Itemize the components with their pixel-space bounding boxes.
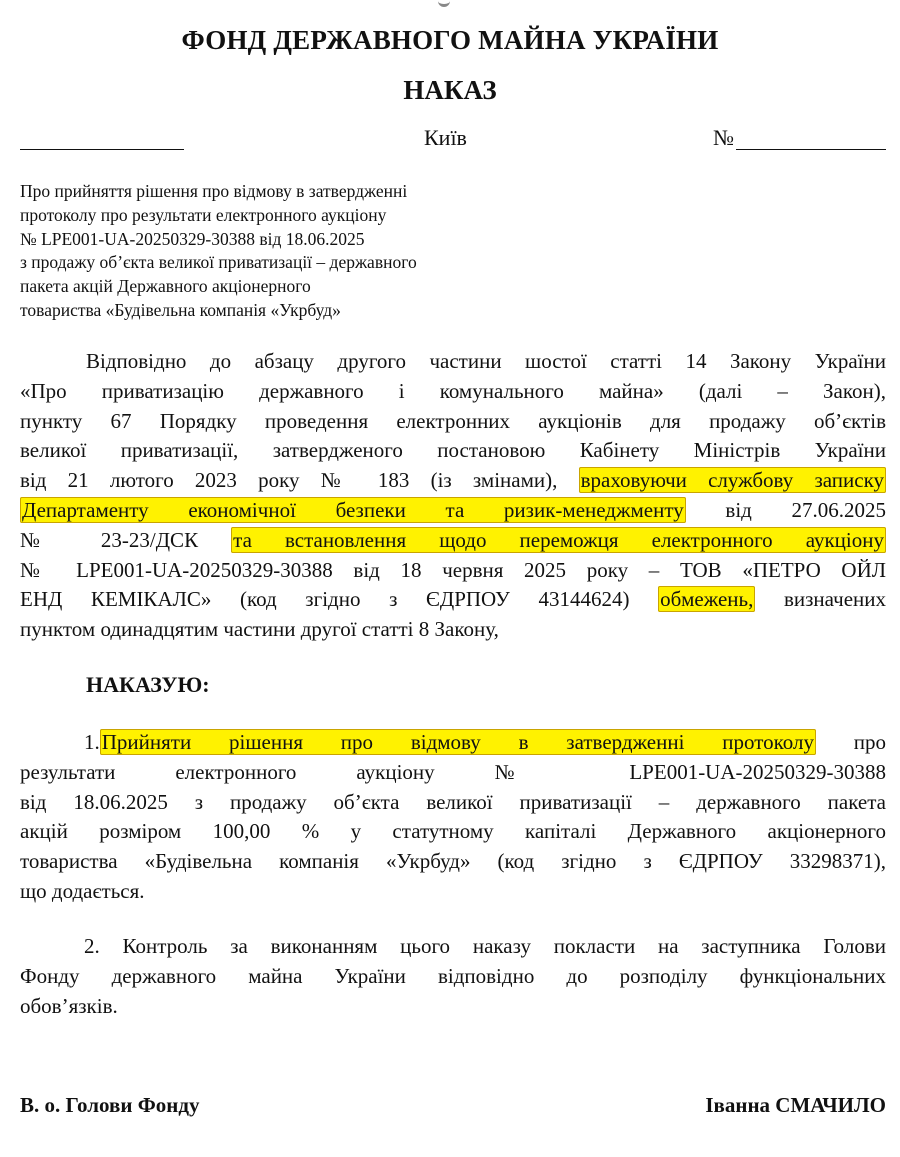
organization-title: ФОНД ДЕРЖАВНОГО МАЙНА УКРАЇНИ xyxy=(181,25,719,55)
subject-line: з продажу об’єкта великої приватизації – державного xyxy=(20,252,417,273)
preamble-text: від 27.06.2025 xyxy=(725,497,887,522)
preamble-line: пунктом одинадцятим частини другої статті 8 Закону, xyxy=(20,617,499,642)
order-word: НАКАЗУЮ: xyxy=(86,672,210,697)
highlighted-text: та встановлення щодо переможця електронного аукціону xyxy=(233,527,884,552)
preamble-line: Відповідно до абзацу другого частини шостої статті 14 Закону України xyxy=(86,349,886,373)
signer-name: Іванна СМАЧИЛО xyxy=(705,1093,886,1117)
number-label: № xyxy=(713,125,734,150)
item-line: результати електронного аукціону № LPE001-UA-20250329-30388 xyxy=(20,759,886,784)
item-line: обов’язків. xyxy=(20,993,118,1018)
preamble-line xyxy=(20,585,886,615)
item-line: що додається. xyxy=(20,878,145,903)
highlighted-text: Прийняти рішення про відмову в затвердженні протоколу xyxy=(101,730,814,754)
preamble-line xyxy=(20,526,886,556)
subject-line: протоколу про результати електронного аукціону xyxy=(20,204,387,225)
item-line: 2. Контроль за виконанням цього наказу покласти на заступника Голови xyxy=(84,934,886,958)
highlighted-text: враховуючи службову записку xyxy=(580,468,884,493)
preamble-text: № 23-23/ДСК xyxy=(20,527,199,552)
preamble-line: великої приватизації, затвердженого постановою Кабінету Міністрів України xyxy=(20,438,886,463)
item-line: акцій розміром 100,00 % у статутному капіталі Державного акціонерного xyxy=(20,819,886,844)
document-type-title: НАКАЗ xyxy=(403,75,497,105)
preamble-text: ЕНД КЕМІКАЛС» (код згідно з ЄДРПОУ 43144624) xyxy=(20,587,630,612)
item-1-paragraph xyxy=(20,728,886,907)
item-line: від 18.06.2025 з продажу об’єкта великої приватизації – державного пакета xyxy=(20,789,886,814)
signer-title: В. о. Голови Фонду xyxy=(20,1093,200,1117)
item-text: про xyxy=(853,730,887,754)
preamble-line: «Про приватизацію державного і комунального майна» (далі – Закон), xyxy=(20,378,886,403)
date-blank-line xyxy=(20,149,184,150)
preamble-paragraph xyxy=(20,347,886,645)
date-city-number-line xyxy=(20,125,886,155)
city-label: Київ xyxy=(424,125,467,150)
subject-line: товариства «Будівельна компанія «Укрбуд» xyxy=(20,299,341,320)
item-number: 1. xyxy=(84,730,100,754)
number-blank-line xyxy=(736,149,886,150)
subject-line: Про прийняття рішення про відмову в затвердженні xyxy=(20,181,408,201)
item-line xyxy=(20,728,886,758)
subject-line: № LPE001-UA-20250329-30388 від 18.06.2025 xyxy=(20,228,365,249)
preamble-line xyxy=(20,466,886,496)
highlighted-text: Департаменту економічної безпеки та ризик-менеджменту xyxy=(22,497,684,522)
item-line: товариства «Будівельна компанія «Укрбуд» (код згідно з ЄДРПОУ 33298371), xyxy=(20,849,886,874)
preamble-line xyxy=(20,496,886,526)
document-subject xyxy=(20,180,540,323)
preamble-text: від 21 лютого 2023 року № 183 (із змінами), xyxy=(20,468,558,493)
item-2-paragraph xyxy=(20,932,886,1021)
preamble-text: визначених xyxy=(783,587,887,612)
subject-line: пакета акцій Державного акціонерного xyxy=(20,276,311,297)
page-top-mark xyxy=(438,0,450,7)
preamble-line: пункту 67 Порядку проведення електронних аукціонів для продажу об’єктів xyxy=(20,408,886,433)
preamble-line: № LPE001-UA-20250329-30388 від 18 червня 2025 року – ТОВ «ПЕТРО ОЙЛ xyxy=(20,557,886,582)
item-line: Фонду державного майна України відповідно до розподілу функціональних xyxy=(20,963,886,988)
highlighted-text: обмежень, xyxy=(660,587,754,612)
